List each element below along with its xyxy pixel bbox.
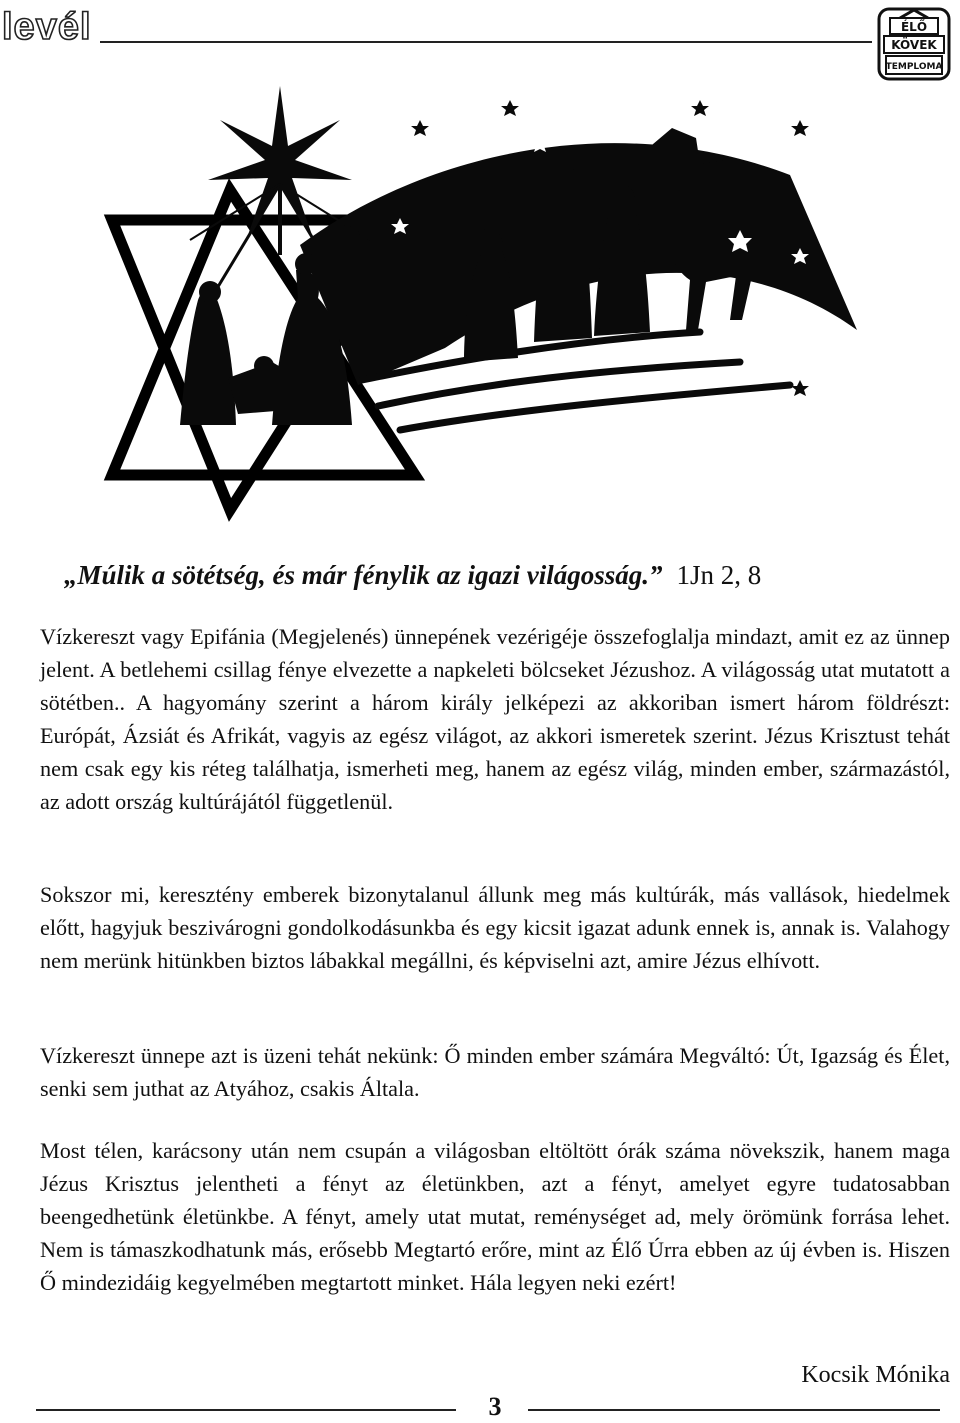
- quote-text: „Múlik a sötétség, és már fénylik az igazi világosság.”: [64, 560, 663, 590]
- paragraph-3: Vízkereszt ünnepe azt is üzeni tehát nekünk: Ő minden ember számára Megváltó: Út, Igazság és Élet, senki sem juthat az Atyához, csakis Általa.: [40, 1043, 950, 1101]
- church-logo-icon: [876, 6, 952, 82]
- logo-line-3: TEMPLOMA: [885, 62, 943, 72]
- paragraph-4: Most télen, karácsony után nem csupán a világosban eltöltött órák száma növekszik, hanem maga Jézus Krisztus jelentheti a fényt az életünkben, azt a fényt, amelyet egyre tudatosabban beengedhetünk életünkbe. A fényt, amely utat mutat, reménységet ad, mely örömünk forrása lehet. Nem is támaszkodhatunk más, erősebb Megtartó erőre, mint az Élő Úrra ebben az új évben is. Hiszen Ő mindezidáig kegyelmében megtartott minket. Hála legyen neki ezért!: [40, 1138, 950, 1295]
- logo-line-2: KÖVEK: [891, 38, 937, 52]
- page-number: 3: [488, 1392, 502, 1421]
- paragraph-1: Vízkereszt vagy Epifánia (Megjelenés) ünnepének vezérigéje összefoglalja mindazt, amit ez az ünnep jelent. A betlehemi csillag fénye elvezette a napkeleti bölcseket Jézushoz. A világosság utat mutatott a sötétben.. A hagyomány szerint a három király jelképezi az akkoriban ismert három földrészt: Európát, Ázsiát és Afrikát, vagyis az egész világot, az akkori ismeretek szerint. Jézus Krisztust tehát nem csak egy kis réteg találhatja, ismerheti meg, hanem az egész világ, minden ember, származástól, az adott ország kultúrájától függetlenül.: [40, 624, 950, 814]
- footer-rule-left: [36, 1409, 456, 1411]
- paragraph-2: Sokszor mi, keresztény emberek bizonytalanul állunk meg más kultúrák, más vallások, hiedelmek előtt, hagyjuk beszivárogni gondolkodásunkba és egy kicsit igazat adunk ennek is, annak is. Valahogy nem merünk hitünkben biztos lábakkal megállni, és képviselni azt, amire Jézus elhívott.: [40, 882, 950, 973]
- header-rule: [100, 41, 872, 43]
- author-signature: Kocsik Mónika: [801, 1362, 950, 1388]
- logo-line-1: ÉLŐ: [900, 20, 928, 34]
- footer-rule-right: [528, 1409, 940, 1411]
- quote-reference: 1Jn 2, 8: [676, 560, 762, 590]
- bible-quote: [64, 558, 934, 592]
- nativity-star-silhouette-icon: [100, 80, 870, 525]
- page-header: [0, 0, 960, 90]
- header-title: levél: [2, 6, 92, 48]
